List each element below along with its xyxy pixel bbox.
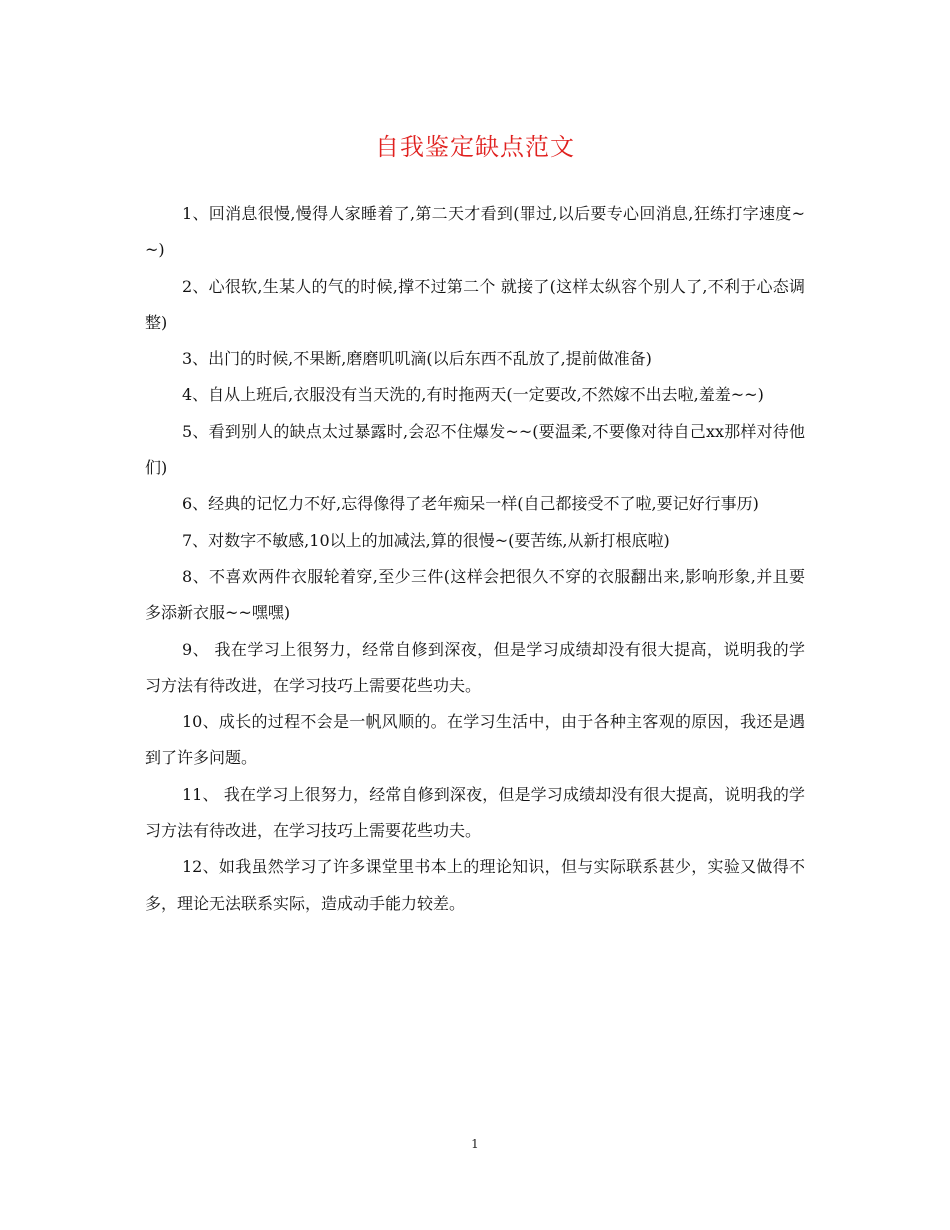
document-body xyxy=(145,196,805,922)
paragraph-2: 2、心很软,生某人的气的时候,撑不过第二个 就接了(这样太纵容个别人了,不利于心态调整) xyxy=(145,276,805,332)
paragraph-3: 3、出门的时候,不果断,磨磨叽叽滴(以后东西不乱放了,提前做准备) xyxy=(182,349,652,369)
paragraph-1: 1、回消息很慢,慢得人家睡着了,第二天才看到(罪过,以后要专心回消息,狂练打字速度~~) xyxy=(145,204,805,260)
paragraph-6: 6、经典的记忆力不好,忘得像得了老年痴呆一样(自己都接受不了啦,要记好行事历) xyxy=(182,494,759,514)
document-title: 自我鉴定缺点范文 xyxy=(375,133,575,161)
paragraph-9: 9、 我在学习上很努力，经常自修到深夜，但是学习成绩却没有很大提高，说明我的学习方法有待改进，在学习技巧上需要花些功夫。 xyxy=(145,639,805,695)
paragraph-7: 7、对数字不敏感,10以上的加减法,算的很慢~(要苦练,从新打根底啦) xyxy=(182,530,670,550)
paragraph-4: 4、自从上班后,衣服没有当天洗的,有时拖两天(一定要改,不然嫁不出去啦,羞羞~~) xyxy=(182,385,764,405)
page-number: 1 xyxy=(471,1137,479,1151)
paragraph-8: 8、不喜欢两件衣服轮着穿,至少三件(这样会把很久不穿的衣服翻出来,影响形象,并且要多添新衣服~~嘿嘿) xyxy=(145,566,805,623)
paragraph-5: 5、看到别人的缺点太过暴露时,会忍不住爆发~~(要温柔,不要像对待自己xx那样对待他们) xyxy=(145,421,805,478)
paragraph-10: 10、成长的过程不会是一帆风顺的。在学习生活中，由于各种主客观的原因，我还是遇到了许多问题。 xyxy=(145,712,805,768)
paragraph-12: 12、如我虽然学习了许多课堂里书本上的理论知识，但与实际联系甚少，实验又做得不多，理论无法联系实际，造成动手能力较差。 xyxy=(145,857,805,913)
paragraph-11: 11、 我在学习上很努力，经常自修到深夜，但是学习成绩却没有很大提高，说明我的学习方法有待改进，在学习技巧上需要花些功夫。 xyxy=(145,784,805,841)
